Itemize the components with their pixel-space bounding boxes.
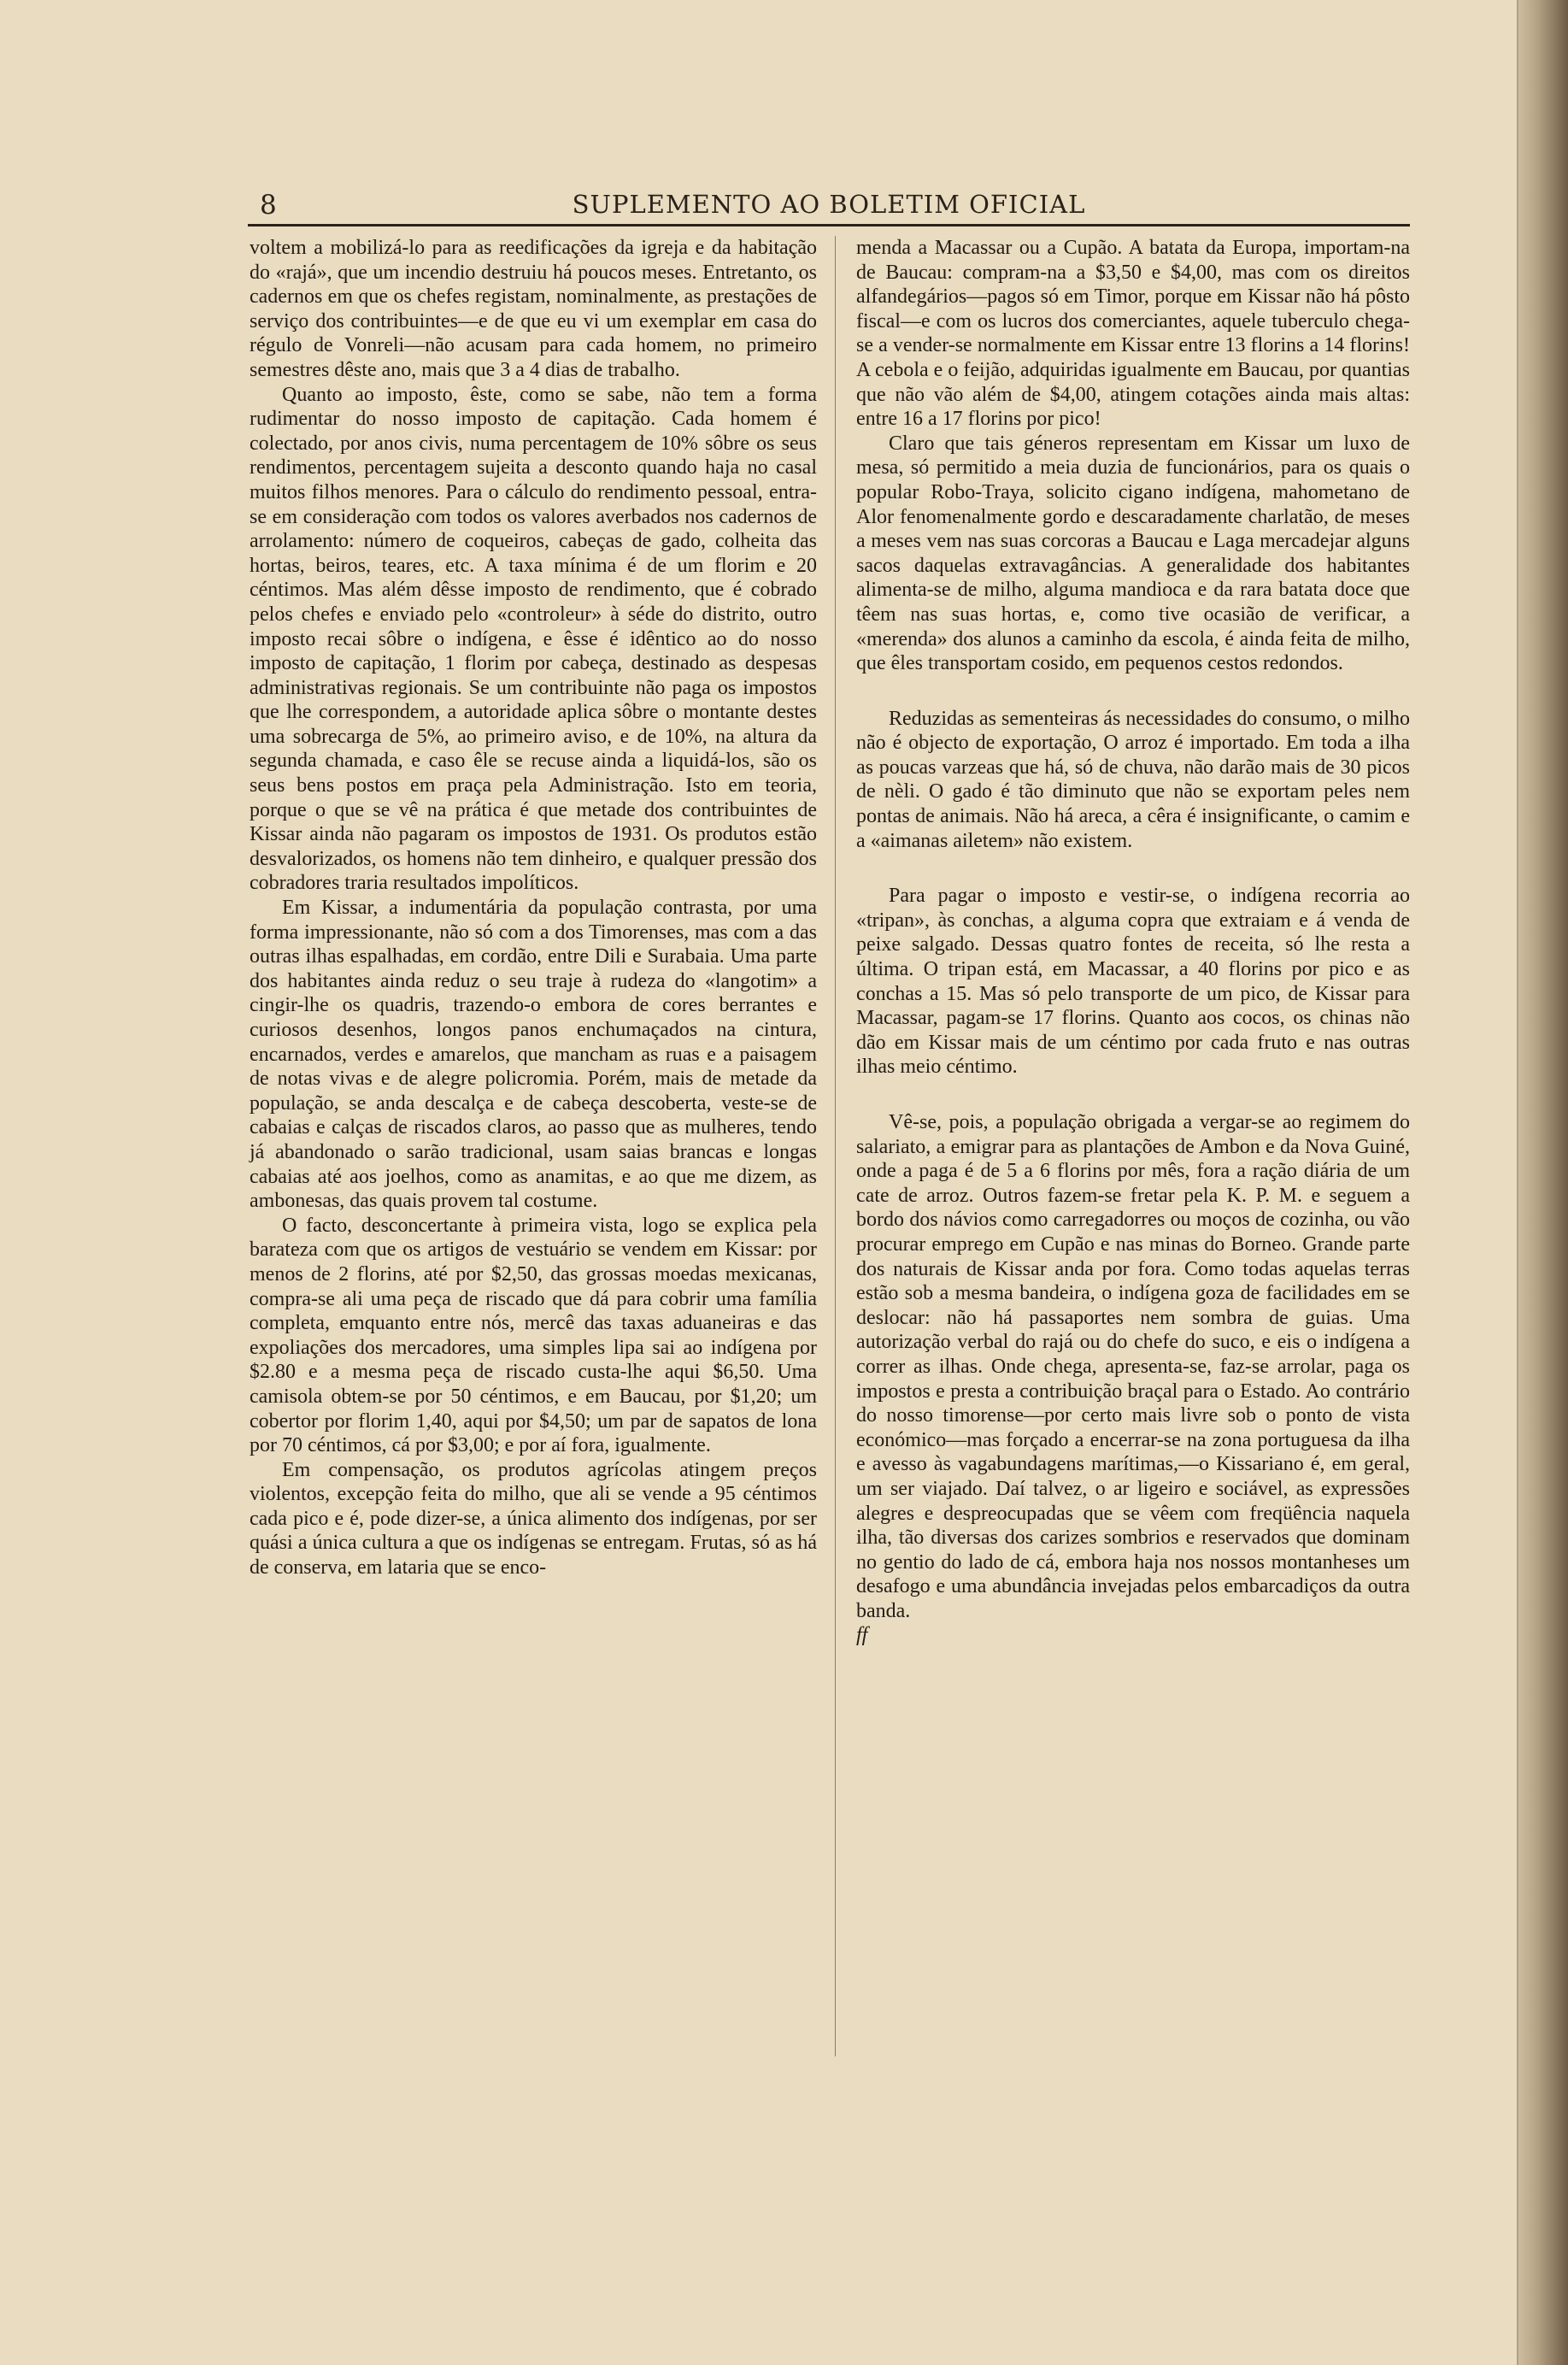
running-title: SUPLEMENTO AO BOLETIM OFICIAL (572, 190, 1086, 219)
closing-mark: ff (856, 1624, 868, 1647)
paragraph: O facto, desconcertante à primeira vista, logo se explica pela barateza com que os artigos de vestuário se vendem em Kissar: por menos de 2 florins, até por $2,50, das grossas moedas mexicanas, compra-se ali uma peça de riscado que dá para cobrir uma família completa, emquanto entre nós, mercê das taxas aduaneiras e das expoliações dos mercadores, uma simples lipa sai ao indígena por $2.80 e a mesma peça de riscado custa-lhe aqui $6,50. Uma camisola obtem-se por 50 céntimos, e em Baucau, por $1,20; um cobertor por florim 1,40, aqui por $4,50; um par de sapatos de lona por 70 céntimos, cá por $3,00; e por aí fora, igualmente. (250, 1214, 817, 1457)
page-number: 8 (260, 190, 277, 221)
paragraph: Claro que tais géneros representam em Kissar um luxo de mesa, só permitido a meia duzia de funcionários, para os quais o popular Robo-Traya, solicito cigano indígena, mahometano de Alor fenomenalmente gordo e descaradamente charlatão, de meses a meses vem nas suas corcoras a Baucau e Laga mercadejar alguns sacos daquelas extravagâncias. A generalidade dos habitantes alimenta-se de milho, alguma mandioca e da rara batata doce que têem nas suas hortas, e, como tive ocasião de verificar, a «merenda» dos alunos a caminho da escola, é ainda feita de milho, que êles transportam cosido, em pequenos cestos redondos. (856, 432, 1410, 675)
page-edge (1518, 0, 1568, 2365)
paragraph: menda a Macassar ou a Cupão. A batata da Europa, importam-na de Baucau: compram-na a $3,50 e $4,00, mas com os direitos alfandegários—pagos só em Timor, porque em Kissar não há pôsto fiscal—e com os lucros dos comerciantes, aquele tuberculo chega-se a vender-se normalmente em Kissar entre 13 florins a 14 florins! A cebola e o feijão, adquiridas igualmente em Baucau, por quantias que não vão além de $4,00, atingem cotações ainda mais altas: entre 16 a 17 florins por pico! (856, 237, 1410, 431)
left-column (250, 236, 817, 1580)
paragraph: Em compensação, os produtos agrícolas atingem preços violentos, excepção feita do milho, que ali se vende a 95 céntimos cada pico e é, pode dizer-se, a única alimento dos indígenas, por ser quási a única cultura a que os indígenas se entregam. Frutas, só as há de conserva, em lataria que se enco- (250, 1458, 817, 1580)
column-divider (835, 236, 836, 2056)
paragraph: voltem a mobilizá-lo para as reedificações da igreja e da habitação do «rajá», que um incendio destruiu há poucos meses. Entretanto, os cadernos em que os chefes registam, nominalmente, as prestações de serviço dos contribuintes—e de que eu vi um exemplar em casa do régulo de Vonreli—não acusam para cada homem, no primeiro semestres dêste ano, mais que 3 a 4 dias de trabalho. (250, 237, 817, 381)
paragraph: Em Kissar, a indumentária da população contrasta, por uma forma impressionante, não só com a dos Timorenses, mas com a das outras ilhas espalhadas, em cordão, entre Dili e Surabaia. Uma parte dos habitantes ainda reduz o seu traje à rudeza do «langotim» a cingir-lhe os quadris, trazendo-o embora de cores berrantes e curiosos desenhos, longos panos enchumaçados na cintura, encarnados, verdes e amarelos, que mancham as ruas e a paisagem de notas vivas e de alegre policromia. Porém, mais de metade da população, se anda descalça e de cabeça descoberta, veste-se de cabaias e calças de riscados claros, ao passo que as mulheres, tendo já abandonado o sarão tradicional, usam saias brancas e longas cabaias até aos joelhos, como as anamitas, e ao que me dizem, as ambonesas, das quais provem tal costume. (250, 897, 817, 1213)
header-rule (248, 224, 1410, 226)
right-column (856, 236, 1410, 1648)
paragraph: Quanto ao imposto, êste, como se sabe, não tem a forma rudimentar do nosso imposto de capitação. Cada homem é colectado, por anos civis, numa percentagem de 10% sôbre os seus rendimentos, percentagem sujeita a desconto quando haja no casal muitos filhos menores. Para o cálculo do rendimento pessoal, entra-se em consideração com todos os valores averbados nos cadernos de arrolamento: número de coqueiros, cabeças de gado, colheita das hortas, beiros, teares, etc. A taxa mínima é de um florim e 20 céntimos. Mas além dêsse imposto de rendimento, que é cobrado pelos chefes e enviado pelo «controleur» à séde do distrito, outro imposto recai sôbre o indígena, e êsse é idêntico ao do nosso imposto de capitação, 1 florim por cabeça, destinado as despesas administrativas regionais. Se um contribuinte não paga os impostos que lhe correspondem, a autoridade aplica sôbre o montante destes uma sobrecarga de 5%, ao primeiro aviso, e de 10%, na altura da segunda chamada, e caso êle se recuse ainda a liquidá-los, são os seus bens postos em praça pela Administração. Isto em teoria, porque o que se vê na prática é que metade dos contribuintes de Kissar ainda não pagaram os impostos de 1931. Os produtos estão desvalorizados, os homens não tem dinheiro, e qualquer pressão dos cobradores traria resultados impolíticos. (250, 383, 817, 895)
paragraph: Vê-se, pois, a população obrigada a vergar-se ao regimem do salariato, a emigrar para as plantações de Ambon e da Nova Guiné, onde a paga é de 5 a 6 florins por mês, fora a ração diária de um cate de arroz. Outros fazem-se fretar pela K. P. M. e seguem a bordo dos návios como carregadorres ou moços de cozinha, ou vão procurar emprego em Cupão e nas minas do Borneo. Grande parte dos naturais de Kissar anda por fora. Como todas aquelas terras estão sob a mesma bandeira, o indígena goza de facilidades em se deslocar: não há passaportes nem sombra de guias. Uma autorização verbal do rajá ou do chefe do suco, e eis o indígena a correr as ilhas. Onde chega, apresenta-se, faz-se arrolar, paga os impostos e presta a contribuição braçal para o Estado. Ao contrário do nosso timorense—por certo mais livre sob o ponto de vista económico—mas forçado a encerrar-se na zona portuguesa da ilha e avesso às vagabundagens marítimas,—o Kissariano é, em geral, um ser viajado. Daí talvez, o ar ligeiro e sociável, as expressões alegres e despreocupadas que se vêem com freqüência naquela ilha, tão diversas dos carizes sombrios e reservados que dominam no gentio do lado de cá, embora haja nos nossos montanheses um desafogo e uma abundância invejadas pelos embarcadiços da outra banda. (856, 1111, 1410, 1622)
paragraph: Para pagar o imposto e vestir-se, o indígena recorria ao «tripan», às conchas, a alguma copra que extraiam e á venda de peixe salgado. Dessas quatro fontes de receita, só lhe resta a última. O tripan está, em Macassar, a 40 florins por pico e as conchas a 15. Mas só pelo transporte de um pico, de Kissar para Macassar, pagam-se 17 florins. Quanto aos cocos, os chinas não dão em Kissar mais de um céntimo por cada fruto e nas outras ilhas meio céntimo. (856, 885, 1410, 1079)
page-header (248, 186, 1410, 226)
paragraph: Reduzidas as sementeiras ás necessidades do consumo, o milho não é objecto de exportação, O arroz é importado. Em toda a ilha as poucas varzeas que há, só de chuva, não darão mais de 30 picos de nèli. O gado é tão diminuto que não se exportam peles nem pontas de animais. Não há areca, a cêra é insignificante, o camim e a «aimanas ailetem» não existem. (856, 707, 1410, 852)
